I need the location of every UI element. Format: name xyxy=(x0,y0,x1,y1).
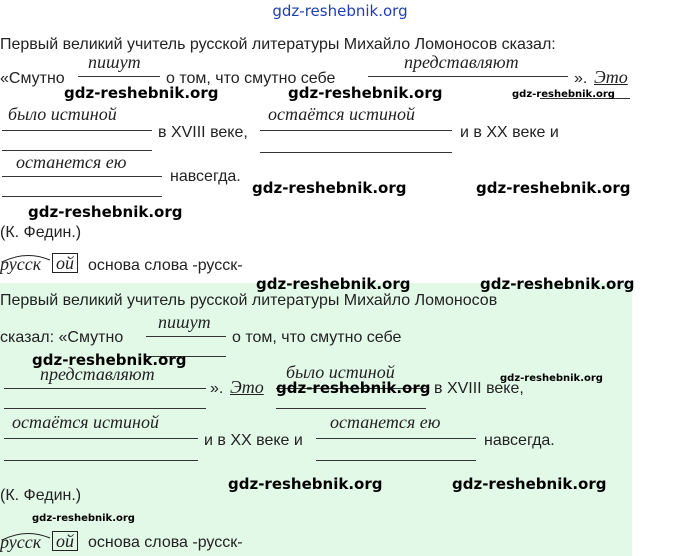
author: (К. Федин.) xyxy=(0,224,82,241)
blank-line xyxy=(260,152,452,153)
watermark: gdz-reshebnik.org xyxy=(252,179,407,197)
answer-b1: пишут xyxy=(158,312,211,332)
answer-line-2: сказал: «Смутно xyxy=(0,329,124,346)
watermark: gdz-reshebnik.org xyxy=(452,475,607,493)
watermark: gdz-reshebnik.org xyxy=(480,275,635,293)
answer-ending-box: ой xyxy=(52,531,78,551)
answer-2: представляют xyxy=(404,52,519,72)
text-mid-1: о том, что смутно себе xyxy=(166,70,336,87)
answer-b2: представляют xyxy=(40,364,155,384)
answer-1: пишут xyxy=(88,52,141,72)
watermark: gdz-reshebnik.org xyxy=(288,84,443,102)
watermark: gdz-reshebnik.org xyxy=(32,351,187,369)
answer-3a: Это xyxy=(594,67,628,87)
blank-line xyxy=(4,408,206,409)
blank-line xyxy=(368,76,568,77)
quote-close: ». xyxy=(574,70,588,87)
blank-line xyxy=(2,176,162,177)
blank-line xyxy=(2,150,152,151)
answer-end: навсегда. xyxy=(484,432,555,449)
watermark: gdz-reshebnik.org xyxy=(256,275,411,293)
answer-line-1: Первый великий учитель русской литературы Михайло Ломоносов xyxy=(0,292,498,309)
blank-line xyxy=(2,130,152,131)
blank-line xyxy=(4,438,198,439)
blank-line xyxy=(260,130,452,131)
blank-line xyxy=(146,336,226,337)
answer-author: (К. Федин.) xyxy=(0,487,82,504)
answer-3b: было истиной xyxy=(8,104,117,124)
blank-line xyxy=(276,408,426,409)
text-mid-3: и в XX веке и xyxy=(460,124,559,141)
text-end: навсегда. xyxy=(170,168,241,185)
task-line-1: Первый великий учитель русской литературы Михайло Ломоносов сказал: xyxy=(0,36,556,53)
watermark: gdz-reshebnik.org xyxy=(476,179,631,197)
watermark: gdz-reshebnik.org xyxy=(228,475,383,493)
quote-open: «Смутно xyxy=(0,70,65,87)
answer-b3b: было истиной xyxy=(286,362,395,382)
blank-line xyxy=(316,460,476,461)
answer-mid-1: о том, что смутно себе xyxy=(232,329,402,346)
answer-stem-text: основа слова -русск- xyxy=(88,534,243,551)
answer-b4: остаётся истиной xyxy=(12,412,159,432)
answer-mid-3: и в XX веке и xyxy=(204,432,303,449)
stem-text: основа слова -русск- xyxy=(88,257,243,274)
watermark: gdz-reshebnik.org xyxy=(512,89,615,100)
answer-quote-close: ». xyxy=(210,380,224,397)
watermark: gdz-reshebnik.org xyxy=(276,379,431,397)
answer-root-part: русск xyxy=(0,532,42,552)
text-mid-2: в XVIII веке, xyxy=(158,124,248,141)
answer-4: остаётся истиной xyxy=(268,104,415,124)
watermark: gdz-reshebnik.org xyxy=(500,373,603,384)
answer-b5: останется ею xyxy=(330,412,441,432)
site-header[interactable]: gdz-reshebnik.org xyxy=(272,2,408,20)
ending-box: ой xyxy=(52,253,78,273)
root-part: русск xyxy=(0,254,42,274)
blank-line xyxy=(4,388,206,389)
blank-line xyxy=(4,460,198,461)
answer-b3a: Это xyxy=(230,377,264,397)
blank-line xyxy=(316,438,476,439)
answer-mid-2: в XVIII веке, xyxy=(434,380,524,397)
answer-5: останется ею xyxy=(16,152,127,172)
blank-line xyxy=(2,196,162,197)
watermark: gdz-reshebnik.org xyxy=(32,513,135,524)
watermark: gdz-reshebnik.org xyxy=(64,84,219,102)
watermark: gdz-reshebnik.org xyxy=(28,203,183,221)
blank-line xyxy=(78,76,160,77)
